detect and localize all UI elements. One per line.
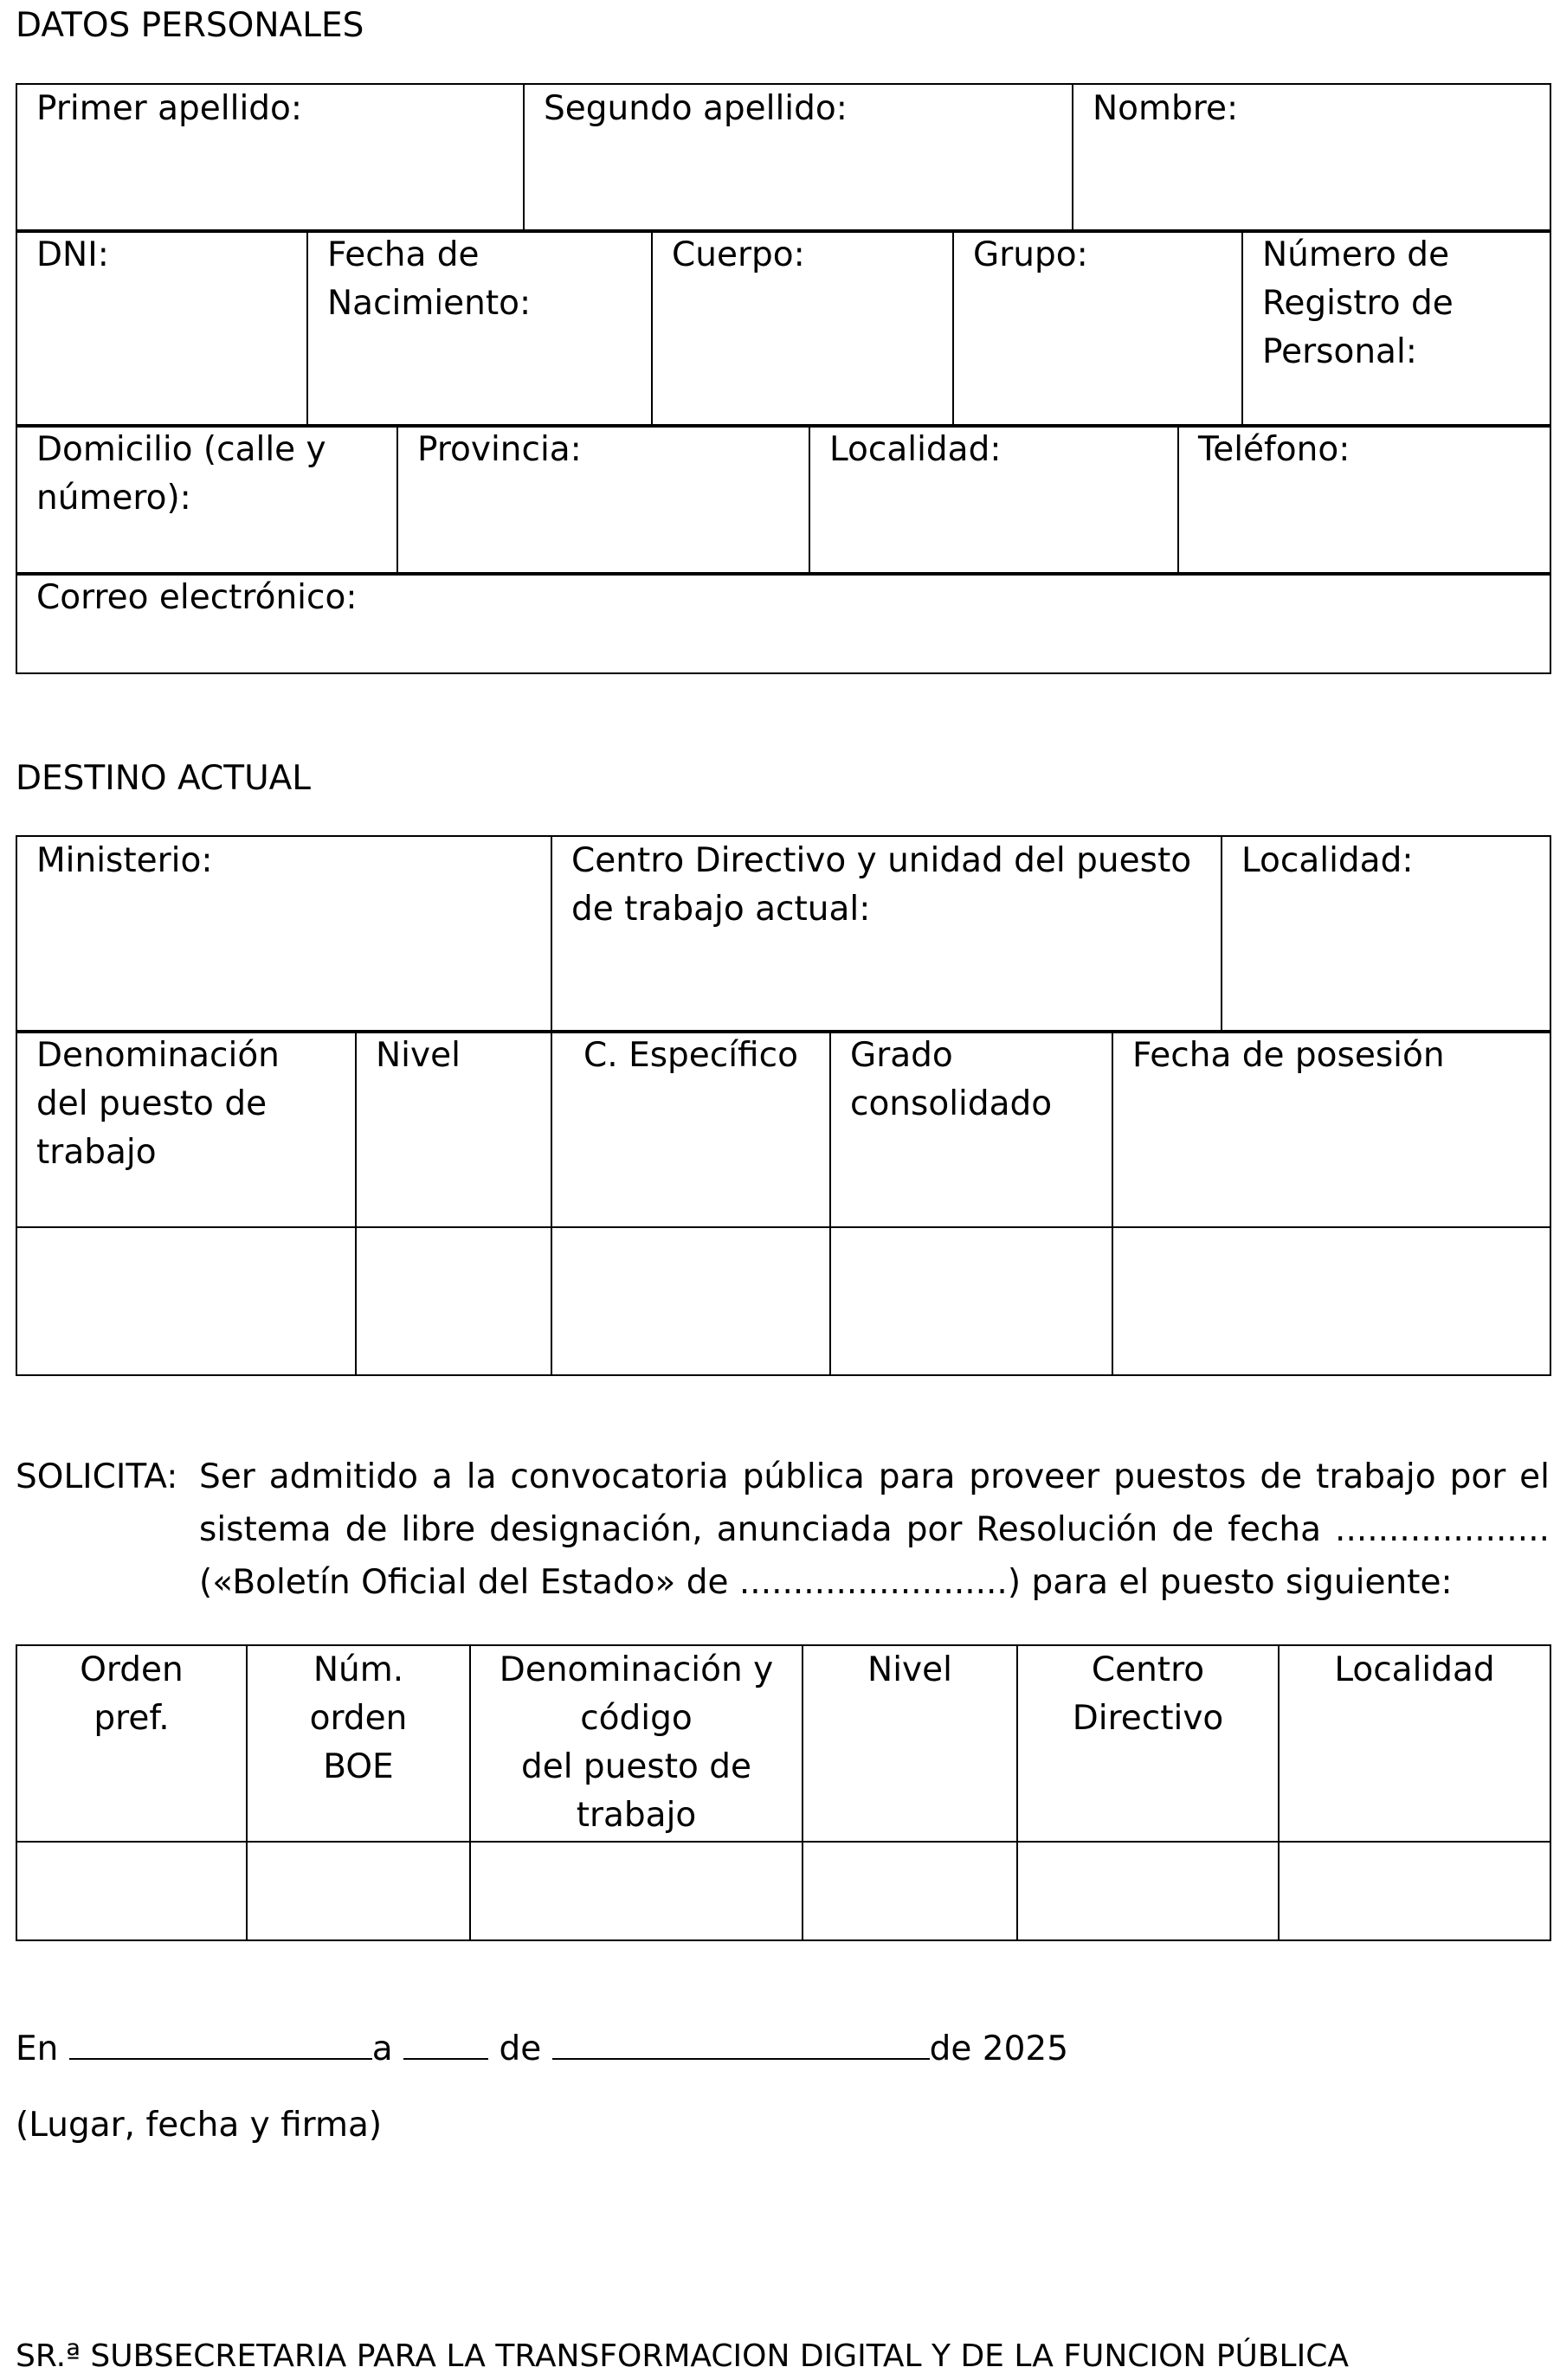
c-especifico-header: C. Específico	[551, 1031, 830, 1227]
primer-apellido-field[interactable]: Primer apellido:	[16, 84, 524, 232]
destino-actual-table-2	[16, 1030, 1551, 1376]
datos-personales-table-1	[16, 83, 1551, 233]
addressee: SR.ª SUBSECRETARIA PARA LA TRANSFORMACION DIGITAL Y DE LA FUNCION PÚBLICA	[16, 2338, 1349, 2374]
centro-directivo-cell[interactable]	[1017, 1842, 1279, 1940]
cuerpo-field[interactable]: Cuerpo:	[652, 230, 953, 427]
dia-blank[interactable]	[403, 2020, 488, 2060]
solicita-label: SOLICITA:	[16, 1457, 178, 1496]
denominacion-codigo-cell[interactable]	[470, 1842, 803, 1940]
orden-pref-header: Orden pref.	[16, 1645, 247, 1842]
telefono-field[interactable]: Teléfono:	[1178, 425, 1550, 575]
grado-consolidado-header: Grado consolidado	[830, 1031, 1112, 1227]
nivel-solicitado-cell[interactable]	[803, 1842, 1017, 1940]
grupo-field[interactable]: Grupo:	[953, 230, 1242, 427]
c-especifico-cell[interactable]	[551, 1227, 830, 1375]
denominacion-codigo-header: Denominación y código del puesto de trabajo	[470, 1645, 803, 1842]
lugar-fecha-firma-caption: (Lugar, fecha y firma)	[16, 2106, 383, 2145]
de-label: de	[499, 2029, 542, 2068]
nombre-field[interactable]: Nombre:	[1073, 84, 1550, 232]
solicita-line-2: sistema de libre designación, anunciada por Resolución de fecha ....................	[199, 1510, 1550, 1549]
de-2025-label: de 2025	[929, 2029, 1069, 2068]
mes-blank[interactable]	[552, 2020, 930, 2060]
lugar-blank[interactable]	[69, 2020, 372, 2060]
destino-actual-table-1	[16, 835, 1551, 1033]
grado-consolidado-cell[interactable]	[830, 1227, 1112, 1375]
num-orden-boe-header: Núm. orden BOE	[247, 1645, 470, 1842]
datos-personales-table-3	[16, 424, 1551, 576]
en-label: En	[16, 2029, 59, 2068]
provincia-field[interactable]: Provincia:	[397, 425, 809, 575]
ministerio-field[interactable]: Ministerio:	[16, 836, 551, 1032]
localidad-field[interactable]: Localidad:	[809, 425, 1178, 575]
solicita-line-3: («Boletín Oficial del Estado» de .........................) para el puesto siguiente:	[199, 1563, 1453, 1602]
fecha-nacimiento-field[interactable]: Fecha de Nacimiento:	[307, 230, 652, 427]
datos-personales-table-4	[16, 572, 1551, 674]
destino-localidad-field[interactable]: Localidad:	[1222, 836, 1550, 1032]
datos-personales-heading: DATOS PERSONALES	[16, 6, 364, 45]
dni-field[interactable]: DNI:	[16, 230, 307, 427]
a-label: a	[371, 2029, 393, 2068]
centro-directivo-header: Centro Directivo	[1017, 1645, 1279, 1842]
domicilio-field[interactable]: Domicilio (calle y número):	[16, 425, 397, 575]
centro-directivo-field[interactable]: Centro Directivo y unidad del puesto de trabajo actual:	[551, 836, 1222, 1032]
localidad-solicitada-cell[interactable]	[1279, 1842, 1550, 1940]
fecha-posesion-header: Fecha de posesión	[1112, 1031, 1550, 1227]
segundo-apellido-field[interactable]: Segundo apellido:	[524, 84, 1073, 232]
date-line	[16, 2020, 1068, 2074]
destino-actual-heading: DESTINO ACTUAL	[16, 759, 312, 798]
puesto-solicitado-table	[16, 1644, 1551, 1941]
registro-personal-field[interactable]: Número de Registro de Personal:	[1242, 230, 1550, 427]
correo-electronico-field[interactable]: Correo electrónico:	[16, 573, 1550, 673]
nivel-solicitado-header: Nivel	[803, 1645, 1017, 1842]
datos-personales-table-2	[16, 229, 1551, 428]
orden-pref-cell[interactable]	[16, 1842, 247, 1940]
denominacion-puesto-cell[interactable]	[16, 1227, 356, 1375]
denominacion-puesto-header: Denominación del puesto de trabajo	[16, 1031, 356, 1227]
num-orden-boe-cell[interactable]	[247, 1842, 470, 1940]
fecha-posesion-cell[interactable]	[1112, 1227, 1550, 1375]
nivel-cell[interactable]	[356, 1227, 551, 1375]
nivel-header: Nivel	[356, 1031, 551, 1227]
solicita-line-1: Ser admitido a la convocatoria pública para proveer puestos de trabajo por el	[199, 1457, 1550, 1496]
localidad-solicitada-header: Localidad	[1279, 1645, 1550, 1842]
